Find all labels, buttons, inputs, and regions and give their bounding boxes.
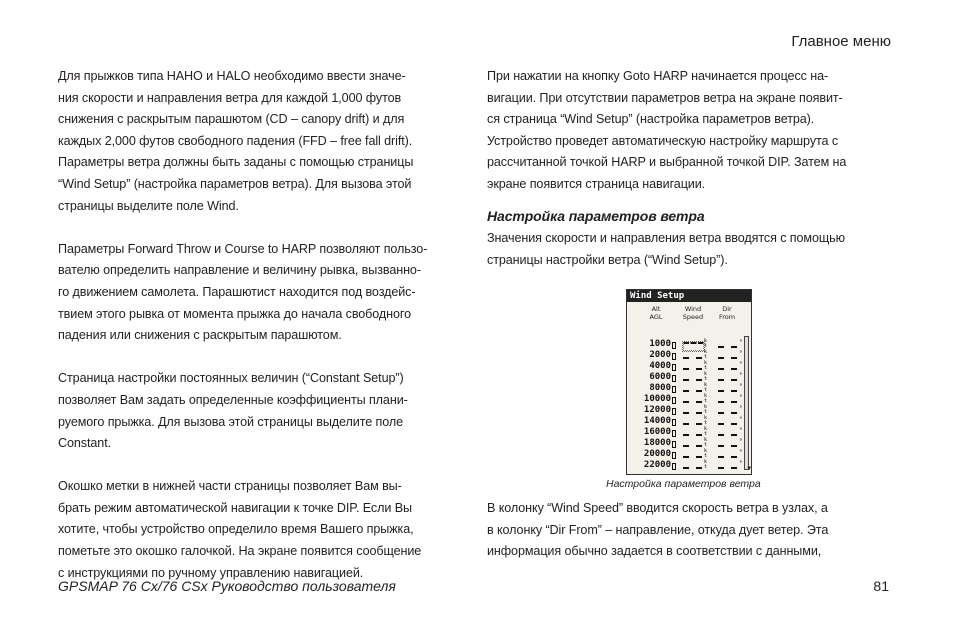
degree-unit: ° xyxy=(739,416,743,423)
knot-unit-top: k xyxy=(704,382,708,388)
text-line: страницы настройки ветра (“Wind Setup”). xyxy=(487,252,728,267)
knot-unit-top: k xyxy=(704,415,708,421)
wind-speed-field[interactable] xyxy=(683,401,702,403)
altitude-value: 4000 xyxy=(649,361,671,371)
knot-unit xyxy=(704,449,707,459)
text-line: позволяет Вам задать определенные коэффициенты плани- xyxy=(58,392,408,407)
text-line: Страница настройки постоянных величин (“Constant Setup”) xyxy=(58,371,404,386)
text-line: страницы выделите поле Wind. xyxy=(58,198,239,213)
text-line: рассчитанной точкой HARP и выбранной точкой DIP. Затем на xyxy=(487,155,847,170)
altitude-unit-marker xyxy=(672,386,676,393)
degree-unit: ° xyxy=(739,460,743,467)
paragraph-constant-setup xyxy=(58,368,466,454)
paragraph-forward-throw xyxy=(58,239,466,347)
wind-speed-field[interactable] xyxy=(683,379,702,381)
knot-unit-bottom: t xyxy=(704,354,708,360)
dir-from-field[interactable] xyxy=(718,456,737,458)
header-line: Dir xyxy=(722,305,732,313)
knot-unit-bottom: t xyxy=(704,387,708,393)
text-line: В колонку “Wind Speed” вводится скорость ветра в узлах, а xyxy=(487,501,828,515)
knot-unit xyxy=(704,383,707,393)
knot-unit-bottom: t xyxy=(704,464,708,470)
text-line: “Wind Setup” (настройка параметров ветра). Для вызова этой xyxy=(58,176,412,191)
wind-speed-field[interactable] xyxy=(683,434,702,436)
text-line: экране появится страница навигации. xyxy=(487,176,706,191)
knot-unit-bottom: t xyxy=(704,420,708,426)
knot-unit xyxy=(704,460,707,470)
knot-unit-top: k xyxy=(704,371,708,377)
section-heading: Настройка параметров ветра xyxy=(487,208,705,224)
knot-unit-bottom: t xyxy=(704,442,708,448)
text-line: снижения с раскрытым парашютом (CD – canopy drift) и для xyxy=(58,112,405,127)
altitude-value: 14000 xyxy=(643,416,671,426)
knot-unit-top: k xyxy=(704,437,708,443)
knot-unit xyxy=(704,416,707,426)
degree-unit: ° xyxy=(739,361,743,368)
text-line: брать режим автоматической навигации к точке DIP. Если Вы xyxy=(58,500,412,515)
knot-unit-bottom: t xyxy=(704,365,708,371)
wind-speed-field[interactable] xyxy=(683,390,702,392)
header-line: Alt xyxy=(651,305,661,313)
wind-row xyxy=(627,394,751,405)
text-line: вателю определить направление и величину рывка, вызванно- xyxy=(58,263,421,278)
degree-unit: ° xyxy=(739,438,743,445)
wind-row xyxy=(627,438,751,449)
dir-from-field[interactable] xyxy=(718,368,737,370)
text-line: твием этого рывка от момента прыжка до начала свободного xyxy=(58,306,412,321)
dir-from-field[interactable] xyxy=(718,357,737,359)
page-number: 81 xyxy=(873,578,889,594)
text-line: Параметры Forward Throw и Course to HARP позволяют пользо- xyxy=(58,241,428,256)
wind-speed-field[interactable] xyxy=(683,445,702,447)
altitude-unit-marker xyxy=(672,463,676,470)
text-line: ния скорости и направления ветра для каждой 1,000 футов xyxy=(58,90,402,105)
text-line: Устройство проведет автоматическую настройку маршрута с xyxy=(487,133,839,148)
degree-unit: ° xyxy=(739,339,743,346)
altitude-unit-marker xyxy=(672,342,676,349)
wind-speed-field[interactable] xyxy=(683,423,702,425)
wind-row xyxy=(627,361,751,372)
header-alt-agl xyxy=(645,305,667,321)
altitude-unit-marker xyxy=(672,375,676,382)
knot-unit xyxy=(704,350,707,360)
screen-title: Wind Setup xyxy=(627,290,751,302)
dir-from-field[interactable] xyxy=(718,390,737,392)
wind-speed-field[interactable] xyxy=(683,412,702,414)
paragraph-goto-harp xyxy=(487,66,897,196)
text-line: При нажатии на кнопку Goto HARP начинается процесс на- xyxy=(487,69,829,83)
knot-unit xyxy=(704,427,707,437)
text-line: падения или снижения с раскрытым парашютом. xyxy=(58,328,342,343)
text-line: руемого прыжка. Для вызова этой страницы выделите поле xyxy=(58,414,404,429)
footer-title: GPSMAP 76 Cx/76 CSx Руководство пользователя xyxy=(58,578,396,594)
dir-from-field[interactable] xyxy=(718,423,737,425)
knot-unit-bottom: t xyxy=(704,431,708,437)
text-line: Для прыжков типа HAHO и HALO необходимо ввести значе- xyxy=(58,69,406,83)
header-line: From xyxy=(718,313,736,321)
header-line: AGL xyxy=(649,313,663,321)
dir-from-field[interactable] xyxy=(718,412,737,414)
dir-from-field[interactable] xyxy=(718,467,737,469)
knot-unit-bottom: t xyxy=(704,453,708,459)
knot-unit-top: k xyxy=(704,393,708,399)
altitude-unit-marker xyxy=(672,430,676,437)
paragraph-wind-setup-intro xyxy=(487,228,897,271)
dir-from-field[interactable] xyxy=(718,401,737,403)
text-line: ся страница “Wind Setup” (настройка параметров ветра). xyxy=(487,112,815,127)
wind-row xyxy=(627,416,751,427)
altitude-value: 1000 xyxy=(649,339,671,349)
wind-row xyxy=(627,427,751,438)
text-line: го движением самолета. Парашютист находится под воздейс- xyxy=(58,284,416,299)
altitude-value: 22000 xyxy=(643,460,671,470)
text-line: информация обычно задается в соответствии с данными, xyxy=(487,544,822,559)
degree-unit: ° xyxy=(739,405,743,412)
knot-unit xyxy=(704,405,707,415)
knot-unit xyxy=(704,394,707,404)
knot-unit xyxy=(704,372,707,382)
wind-row xyxy=(627,383,751,394)
text-line: пометьте это окошко галочкой. На экране появится сообщение xyxy=(58,544,422,559)
text-line: Constant. xyxy=(58,436,112,451)
screen-body xyxy=(627,302,751,474)
wind-speed-field[interactable] xyxy=(683,368,702,370)
text-line: хотите, чтобы устройство определило время Вашего прыжка, xyxy=(58,522,414,537)
dir-from-field[interactable] xyxy=(718,346,737,348)
header-dir-from xyxy=(715,305,739,321)
wind-row xyxy=(627,460,751,471)
header-line: Speed xyxy=(682,313,704,321)
knot-unit-top: k xyxy=(704,448,708,454)
figure-caption: Настройка параметров ветра xyxy=(606,478,761,490)
knot-unit-bottom: t xyxy=(704,398,708,404)
knot-unit-bottom: t xyxy=(704,376,708,382)
degree-unit: ° xyxy=(739,372,743,379)
paragraph-wind-columns xyxy=(487,498,897,563)
degree-unit: ° xyxy=(739,427,743,434)
left-column xyxy=(58,66,466,606)
altitude-unit-marker xyxy=(672,419,676,426)
degree-unit: ° xyxy=(739,350,743,357)
wind-row xyxy=(627,449,751,460)
altitude-value: 20000 xyxy=(643,449,671,459)
altitude-value: 12000 xyxy=(643,405,671,415)
header-wind-speed xyxy=(679,305,707,321)
page-header-title: Главное меню xyxy=(791,33,891,50)
knot-unit-top: k xyxy=(704,360,708,366)
wind-row xyxy=(627,339,751,350)
knot-unit-bottom: t xyxy=(704,343,708,349)
wind-setup-screenshot xyxy=(626,289,752,475)
altitude-unit-marker xyxy=(672,353,676,360)
knot-unit-top: k xyxy=(704,459,708,465)
altitude-unit-marker xyxy=(672,408,676,415)
altitude-unit-marker xyxy=(672,441,676,448)
wind-row xyxy=(627,372,751,383)
altitude-value: 2000 xyxy=(649,350,671,360)
text-line: Окошко метки в нижней части страницы позволяет Вам вы- xyxy=(58,479,402,494)
header-line: Wind xyxy=(684,305,702,313)
degree-unit: ° xyxy=(739,383,743,390)
altitude-value: 6000 xyxy=(649,372,671,382)
knot-unit-bottom: t xyxy=(704,409,708,415)
knot-unit-top: k xyxy=(704,426,708,432)
altitude-value: 8000 xyxy=(649,383,671,393)
knot-unit xyxy=(704,339,707,349)
scroll-down-arrow-icon[interactable]: ▼ xyxy=(747,465,751,472)
wind-speed-field[interactable] xyxy=(683,456,702,458)
text-line: в колонку “Dir From” – направление, откуда дует ветер. Эта xyxy=(487,522,829,537)
altitude-value: 18000 xyxy=(643,438,671,448)
text-line: Параметры ветра должны быть заданы с помощью страницы xyxy=(58,155,414,170)
knot-unit-top: k xyxy=(704,404,708,410)
altitude-unit-marker xyxy=(672,397,676,404)
wind-row xyxy=(627,405,751,416)
text-line: вигации. При отсутствии параметров ветра на экране появит- xyxy=(487,90,843,105)
altitude-unit-marker xyxy=(672,364,676,371)
text-line: Значения скорости и направления ветра вводятся с помощью xyxy=(487,231,845,245)
paragraph-auto-navigation xyxy=(58,476,466,584)
text-line: с инструкциями по ручному управлению навигацией. xyxy=(58,565,364,580)
dir-from-field[interactable] xyxy=(718,445,737,447)
altitude-unit-marker xyxy=(672,452,676,459)
wind-row xyxy=(627,350,751,361)
altitude-value: 10000 xyxy=(643,394,671,404)
knot-unit-top: k xyxy=(704,338,708,344)
degree-unit: ° xyxy=(739,394,743,401)
wind-speed-field[interactable] xyxy=(683,357,702,359)
knot-unit xyxy=(704,361,707,371)
paragraph-wind-intro xyxy=(58,66,466,217)
knot-unit-top: k xyxy=(704,349,708,355)
dir-from-field[interactable] xyxy=(718,434,737,436)
knot-unit xyxy=(704,438,707,448)
dir-from-field[interactable] xyxy=(718,379,737,381)
text-line: каждых 2,000 футов свободного падения (FFD – free fall drift). xyxy=(58,133,413,148)
wind-speed-field[interactable] xyxy=(683,467,702,469)
altitude-value: 16000 xyxy=(643,427,671,437)
degree-unit: ° xyxy=(739,449,743,456)
